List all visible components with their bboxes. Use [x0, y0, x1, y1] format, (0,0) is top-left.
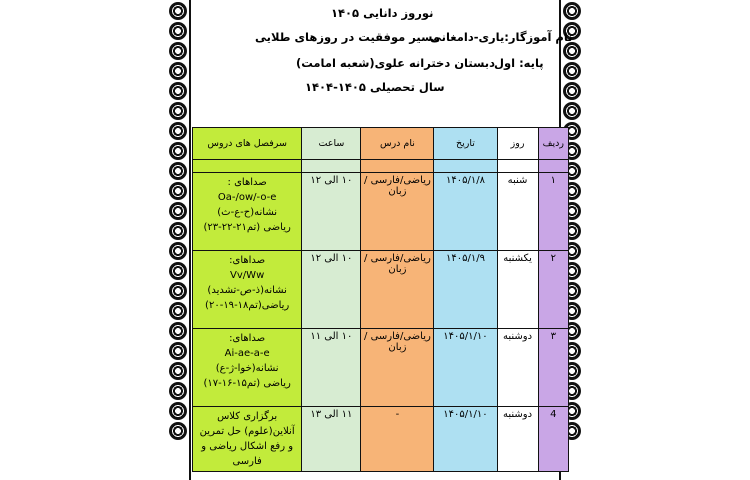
- topic-line: نشانه(ح-ع-ث): [217, 207, 278, 218]
- table-row: [193, 251, 569, 329]
- row-hour: ۱۱ الی ۱۳: [302, 407, 361, 472]
- spacer-row: [193, 160, 569, 173]
- flower-icon: [169, 422, 187, 440]
- flower-icon: [563, 2, 581, 20]
- table-header-row: [193, 128, 569, 160]
- schedule-table: [192, 127, 569, 472]
- topic-line: صداهای:: [229, 255, 266, 266]
- row-topics: [193, 329, 302, 407]
- topic-line: Vv/Ww: [230, 270, 265, 281]
- flower-icon: [169, 402, 187, 420]
- flower-icon: [563, 62, 581, 80]
- header-date: تاریخ: [434, 128, 497, 160]
- motto: مسیر موفقیت در روزهای طلایی: [255, 30, 440, 44]
- flower-icon: [563, 102, 581, 120]
- row-topics: [193, 407, 302, 472]
- flower-icon: [169, 122, 187, 140]
- row-topics: [193, 173, 302, 251]
- row-hour: ۱۰ الی ۱۲: [302, 251, 361, 329]
- flower-icon: [169, 362, 187, 380]
- table-row: [193, 329, 569, 407]
- topic-line: نشانه(ذ-ص-تشدید): [207, 285, 287, 296]
- flower-icon: [169, 322, 187, 340]
- flower-icon: [169, 222, 187, 240]
- header-topics: سرفصل های دروس: [193, 128, 302, 160]
- row-day: شنبه: [497, 173, 538, 251]
- flower-icon: [169, 22, 187, 40]
- row-topics: [193, 251, 302, 329]
- flower-icon: [169, 282, 187, 300]
- row-subject: ریاضی/فارسی /زبان: [361, 251, 434, 329]
- topic-line: صداهای:: [229, 333, 266, 344]
- flower-icon: [169, 302, 187, 320]
- flower-icon: [169, 102, 187, 120]
- topic-line: نشانه(خوا-ژ-ع): [215, 363, 279, 374]
- row-idx: ۱: [538, 173, 568, 251]
- topic-line: آنلاین(علوم) حل تمرین: [199, 426, 295, 437]
- flower-icon: [169, 342, 187, 360]
- row-hour: ۱۰ الی ۱۲: [302, 173, 361, 251]
- row-date: ۱۴۰۵/۱/۱۰: [434, 329, 497, 407]
- row-idx: ۲: [538, 251, 568, 329]
- topic-line: و رفع اشکال ریاضی و: [201, 441, 294, 452]
- row-idx: ۳: [538, 329, 568, 407]
- flower-icon: [563, 82, 581, 100]
- row-date: ۱۴۰۵/۱/۱۰: [434, 407, 497, 472]
- flower-icon: [169, 42, 187, 60]
- teacher-name: نام آموزگار:یاری-دامغانی: [430, 30, 573, 44]
- header-day: روز: [497, 128, 538, 160]
- flower-icon: [169, 82, 187, 100]
- row-subject: ریاضی/فارسی /زبان: [361, 173, 434, 251]
- academic-year: سال تحصیلی ۱۴۰۵-۱۴۰۴: [305, 80, 445, 94]
- topic-line: ریاضی(تم۱۸-۱۹-۲۰): [205, 300, 290, 311]
- row-subject: -: [361, 407, 434, 472]
- topic-line: صداهای :: [227, 177, 267, 188]
- row-subject: ریاضی/فارسی /زبان: [361, 329, 434, 407]
- row-day: دوشنبه: [497, 329, 538, 407]
- flower-icon: [169, 162, 187, 180]
- flower-icon: [169, 202, 187, 220]
- topic-line: Oa-/ow/-o-e: [217, 192, 277, 203]
- topic-line: ریاضی (تم۲۱-۲۲-۲۳): [203, 222, 291, 233]
- flower-icon: [169, 242, 187, 260]
- row-day: دوشنبه: [497, 407, 538, 472]
- row-day: یکشنبه: [497, 251, 538, 329]
- flower-icon: [563, 42, 581, 60]
- table-row: [193, 173, 569, 251]
- row-date: ۱۴۰۵/۱/۸: [434, 173, 497, 251]
- topic-line: ریاضی (تم۱۵-۱۶-۱۷): [203, 378, 291, 389]
- page-title: نوروز دانایی ۱۴۰۵: [331, 6, 434, 20]
- flower-icon: [169, 262, 187, 280]
- left-flower-border: [167, 0, 189, 480]
- topic-line: برگزاری کلاس: [217, 411, 278, 422]
- table-row: [193, 407, 569, 472]
- row-date: ۱۴۰۵/۱/۹: [434, 251, 497, 329]
- topic-line: فارسی: [232, 456, 262, 467]
- row-hour: ۱۰ الی ۱۱: [302, 329, 361, 407]
- left-border-line: [189, 0, 191, 480]
- flower-icon: [169, 62, 187, 80]
- header-hour: ساعت: [302, 128, 361, 160]
- grade-label: پایه: اول: [494, 56, 544, 70]
- topic-line: Ai-ae-a-e: [224, 348, 270, 359]
- flower-icon: [169, 182, 187, 200]
- school-name: دبستان دخترانه علوی(شعبه امامت): [296, 56, 495, 70]
- flower-icon: [169, 382, 187, 400]
- header-idx: ردیف: [538, 128, 568, 160]
- flower-icon: [169, 2, 187, 20]
- flower-icon: [169, 142, 187, 160]
- header-subject: نام درس: [361, 128, 434, 160]
- row-idx: 4: [538, 407, 568, 472]
